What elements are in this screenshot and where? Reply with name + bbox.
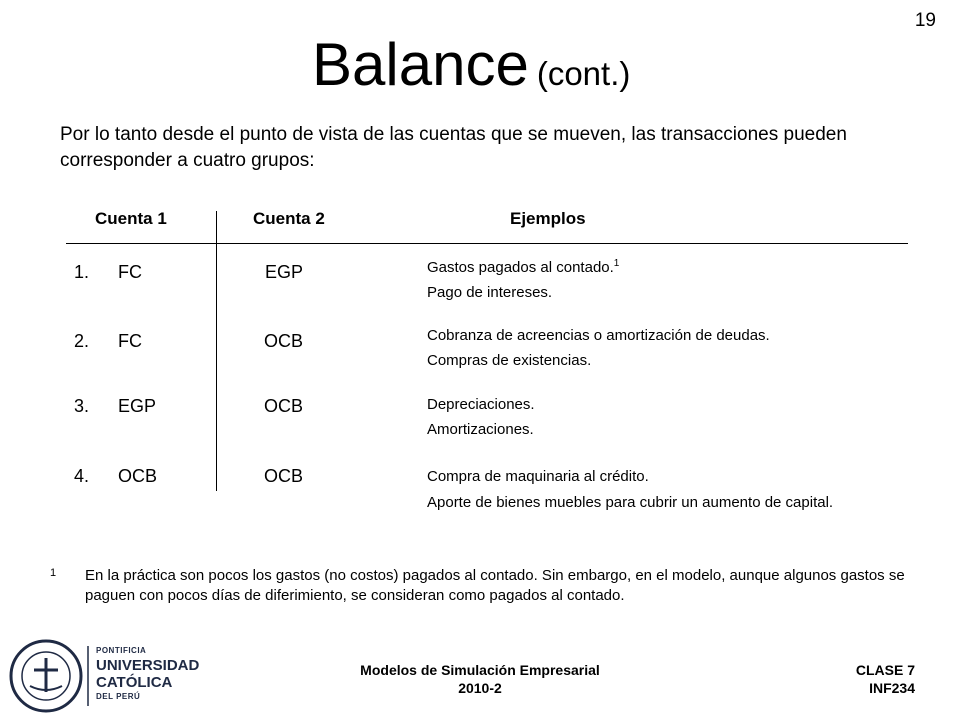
logo-line-4: DEL PERÚ [96, 692, 141, 701]
table-column-divider [216, 211, 217, 491]
row-example-1: Cobranza de acreencias o amortización de deudas. [427, 327, 770, 344]
logo-line-2: UNIVERSIDAD [96, 657, 200, 674]
row-example-1-text: Gastos pagados al contado. [427, 259, 614, 276]
footnote [50, 566, 930, 606]
row-cuenta-1: FC [118, 262, 142, 282]
footer-clase: CLASE 7 [855, 662, 915, 678]
row-example-2: Compras de existencias. [427, 352, 592, 369]
row-cuenta-1: FC [118, 331, 142, 351]
row-cuenta-2: OCB [264, 396, 304, 416]
title-main: Balance [312, 31, 529, 98]
row-number: 1. [74, 262, 90, 282]
row-number: 2. [74, 331, 90, 351]
footnote-reference: 1 [613, 258, 620, 269]
row-example-2: Pago de intereses. [427, 284, 553, 301]
row-number: 3. [74, 396, 90, 416]
header-cuenta-2: Cuenta 2 [253, 209, 325, 228]
footnote-mark: 1 [50, 567, 57, 579]
row-example-2: Amortizaciones. [427, 421, 534, 438]
row-cuenta-2: OCB [264, 466, 304, 486]
row-cuenta-1: OCB [118, 466, 158, 486]
intro-paragraph: Por lo tanto desde el punto de vista de las cuentas que se mueven, las transacciones pueden corresponder a cuatro grupos: [60, 124, 847, 171]
row-example-2: Aporte de bienes muebles para cubrir un aumento de capital. [427, 494, 834, 511]
footer-term: 2010-2 [458, 680, 502, 696]
logo-line-3: CATÓLICA [96, 674, 173, 691]
row-example-1: Compra de maquinaria al crédito. [427, 468, 649, 485]
footer-course [0, 661, 960, 697]
slide-number: 19 [914, 10, 936, 31]
row-number: 4. [74, 466, 90, 486]
logo-line-1: PONTIFICIA [96, 646, 147, 655]
row-cuenta-2: OCB [264, 331, 304, 351]
title-sub: (cont.) [536, 55, 631, 92]
footer-class [856, 661, 915, 697]
row-example-1 [427, 258, 619, 276]
page-title [312, 30, 630, 99]
row-cuenta-2: EGP [265, 262, 304, 282]
footnote-text: En la práctica son pocos los gastos (no costos) pagados al contado. Sin embargo, en el modelo, aunque algunos gastos se paguen con pocos días de diferimiento, se consideran como pagados al contado. [85, 567, 905, 604]
row-example-1: Depreciaciones. [427, 396, 535, 413]
table-header-divider [66, 243, 908, 244]
footer-course-name: Modelos de Simulación Empresarial [360, 662, 600, 678]
footer-code: INF234 [869, 680, 915, 696]
row-cuenta-1: EGP [118, 396, 157, 416]
header-ejemplos: Ejemplos [510, 209, 586, 228]
header-cuenta-1: Cuenta 1 [95, 209, 167, 228]
